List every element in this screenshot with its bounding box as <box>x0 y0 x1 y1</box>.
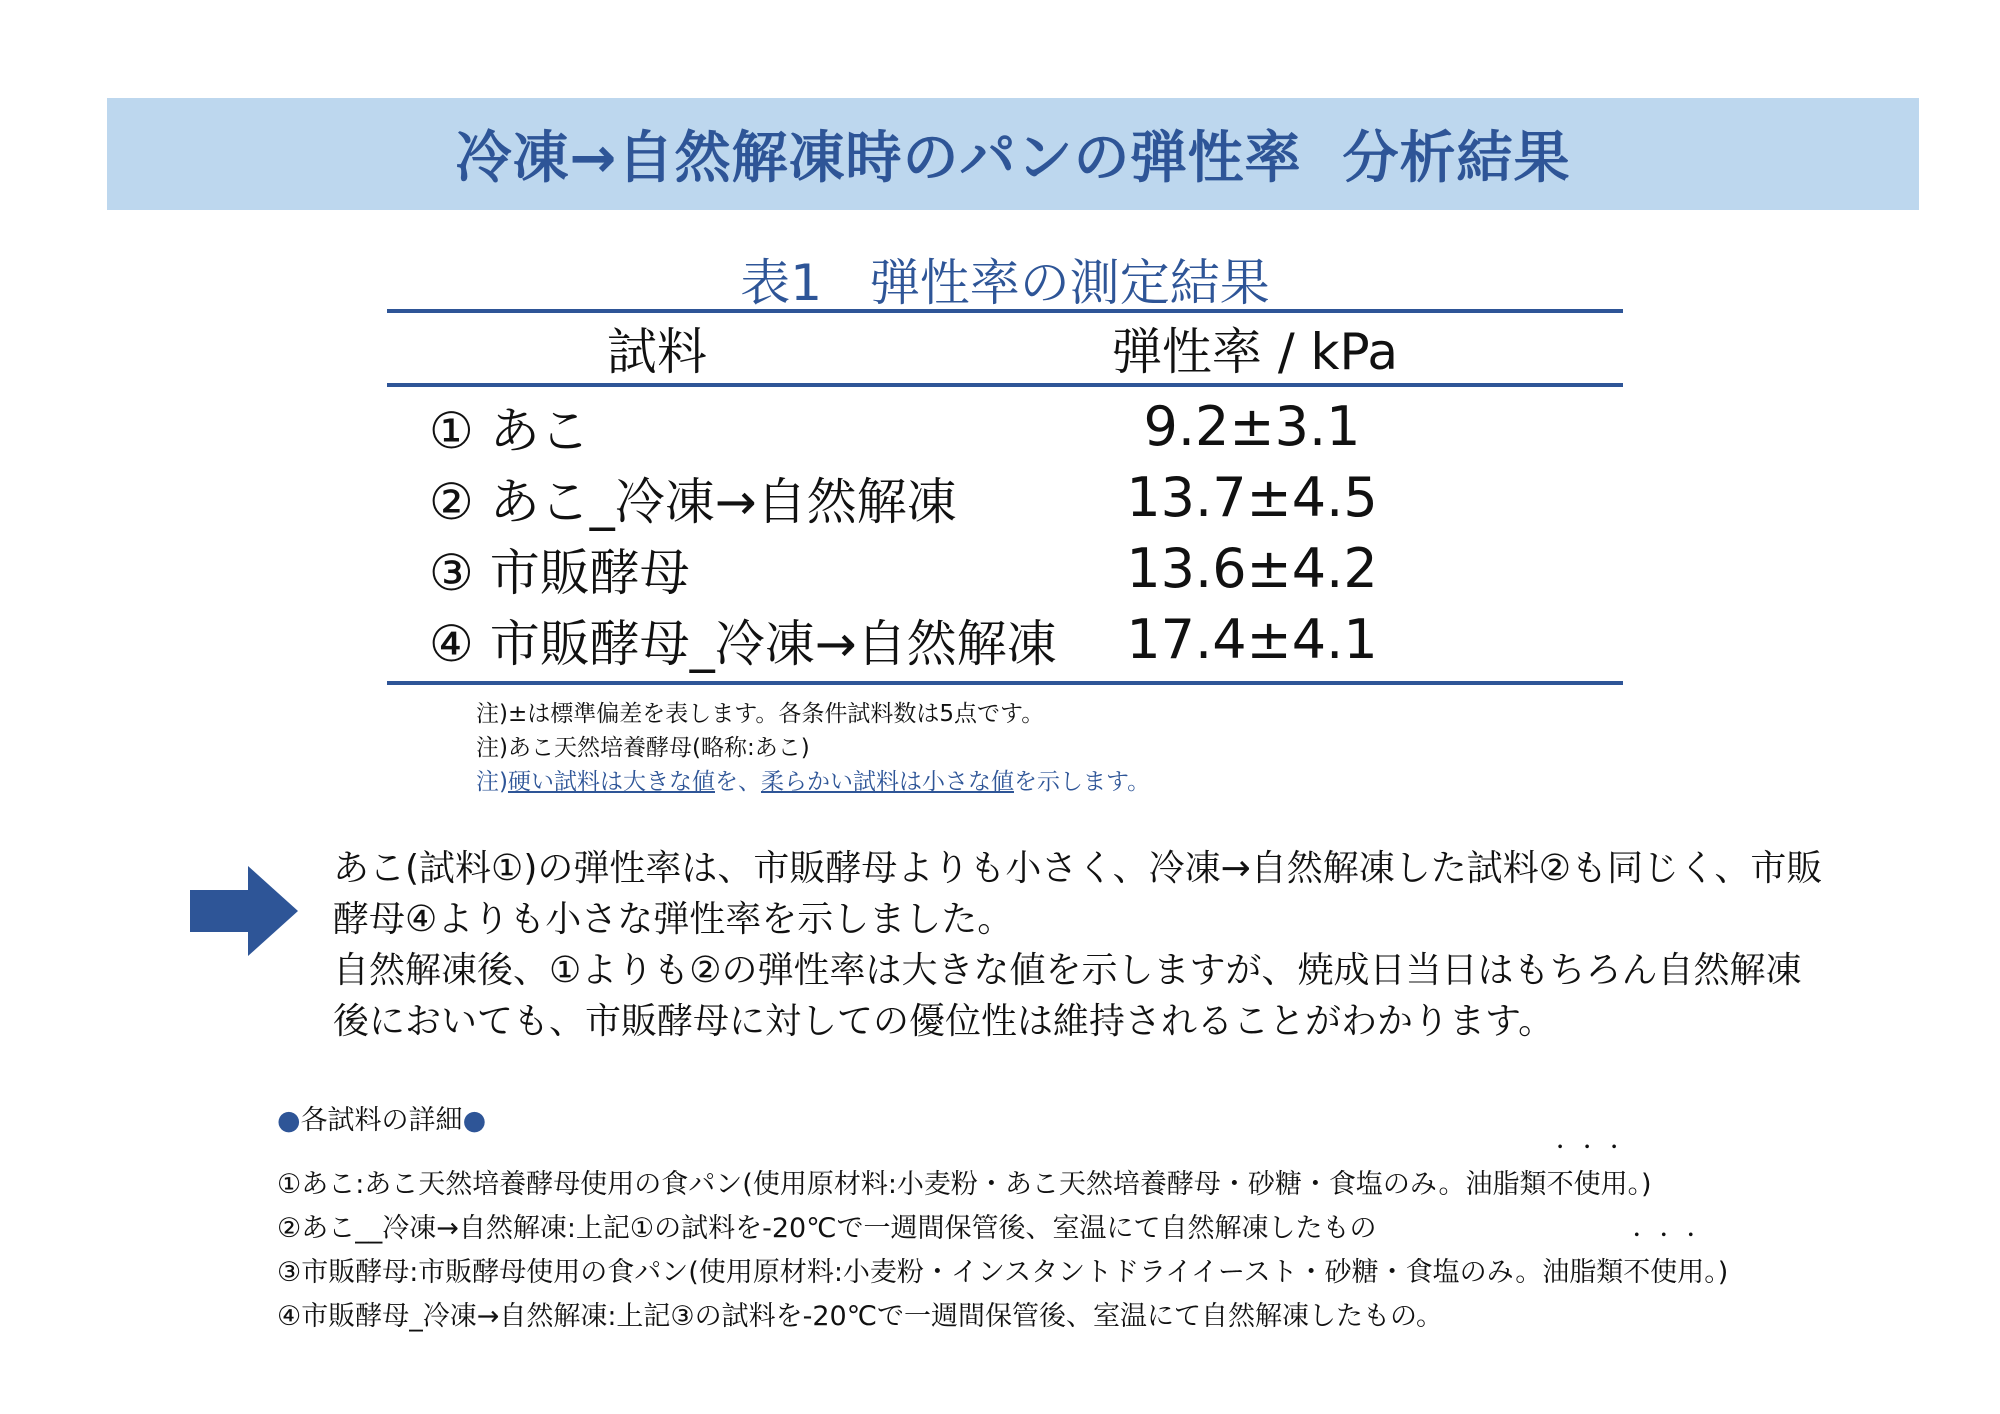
table-caption: 表1 弾性率の測定結果 <box>740 254 1270 312</box>
note-soft-sample: 柔らかい試料は小さな値 <box>760 769 1014 795</box>
header-value: 弾性率 / kPa <box>1111 323 1399 381</box>
detail-line-3 <box>277 1251 1728 1295</box>
note-abbreviation: 注)あこ天然培養酵母(略称:あこ) <box>476 735 810 761</box>
conclusion-paragraph-2: 自然解凍後、①よりも②の弾性率は大きな値を示しますが、焼成日当日はもちろん自然解凍後においても、市販酵母に対しての優位性は維持されることがわかります。 <box>333 950 1802 1042</box>
row-sample: ① あこ <box>429 401 590 460</box>
emphasis-char: ・ 用 <box>1677 1251 1704 1295</box>
details-heading <box>277 1098 1728 1137</box>
row-value: 9.2±3.1 <box>1143 395 1361 458</box>
right-arrow-icon <box>190 866 298 956</box>
row-value: 13.7±4.5 <box>1126 466 1378 529</box>
header-sample: 試料 <box>607 323 707 381</box>
detail-line-2: ②あこ__冷凍→自然解凍:上記①の試料を-20℃で一週間保管後、室温にて自然解凍したもの <box>277 1213 1377 1244</box>
row-value: 13.6±4.2 <box>1126 537 1378 600</box>
results-table <box>387 309 1623 685</box>
note-interpretation <box>476 765 1150 799</box>
table-body <box>387 387 1623 681</box>
row-value-cell <box>1117 466 1623 529</box>
row-value-cell <box>1117 537 1623 600</box>
row-sample: ③ 市販酵母 <box>429 543 690 602</box>
page-title: 冷凍→自然解凍時のパンの弾性率 分析結果 <box>455 126 1571 191</box>
emphasis-char: ・ 使 <box>1574 1163 1601 1207</box>
emphasis-char: ・ 不 <box>1623 1251 1650 1295</box>
detail-text: 。) <box>1627 1169 1652 1200</box>
conclusion-text <box>333 843 1833 1047</box>
note-suffix: を示します。 <box>1013 769 1151 795</box>
detail-line-4: ④市販酵母_冷凍→自然解凍:上記③の試料を-20℃で一週間保管後、室温にて自然解凍したもの。 <box>277 1301 1443 1332</box>
table-row <box>387 391 1623 462</box>
note-hard-sample: 硬い試料は大きな値 <box>507 769 715 795</box>
emphasis-char: ・ 不 <box>1547 1163 1574 1207</box>
detail-text: ①あこ:あこ天然培養酵母使用の食パン(使用原材料:小麦粉・あこ天然培養酵母・砂糖・食塩のみ。油脂類 <box>277 1169 1547 1200</box>
row-value-cell <box>1117 395 1623 458</box>
table-row <box>387 533 1623 604</box>
conclusion-paragraph-1: あこ(試料①)の弾性率は、市販酵母よりも小さく、冷凍→自然解凍した試料②も同じく、市販酵母④よりも小さな弾性率を示しました。 <box>333 848 1823 940</box>
emphasis-char: ・ 使 <box>1650 1251 1677 1295</box>
table-notes <box>476 697 1150 799</box>
emphasis-char: ・ 用 <box>1601 1163 1628 1207</box>
bullet-icon: ● <box>277 1105 301 1136</box>
row-sample: ④ 市販酵母_冷凍→自然解凍 <box>429 614 1057 673</box>
row-value-cell <box>1117 608 1623 671</box>
note-std-dev: 注)±は標準偏差を表します。各条件試料数は5点です。 <box>476 701 1045 727</box>
title-banner <box>107 98 1919 210</box>
table-row <box>387 462 1623 533</box>
row-sample: ② あこ_冷凍→自然解凍 <box>429 472 957 531</box>
sample-details <box>277 1098 1728 1339</box>
detail-line-1 <box>277 1163 1728 1207</box>
note-prefix: 注) <box>476 769 508 795</box>
detail-text: 。) <box>1704 1257 1729 1288</box>
row-value: 17.4±4.1 <box>1126 608 1378 671</box>
detail-text: ③市販酵母:市販酵母使用の食パン(使用原材料:小麦粉・インスタントドライイースト・砂糖・食塩のみ。油脂類 <box>277 1257 1624 1288</box>
bullet-icon: ● <box>462 1105 487 1136</box>
table-row <box>387 604 1623 675</box>
note-joiner: を、 <box>714 769 761 795</box>
table-header <box>387 313 1623 387</box>
details-heading-text: 各試料の詳細 <box>300 1105 463 1136</box>
